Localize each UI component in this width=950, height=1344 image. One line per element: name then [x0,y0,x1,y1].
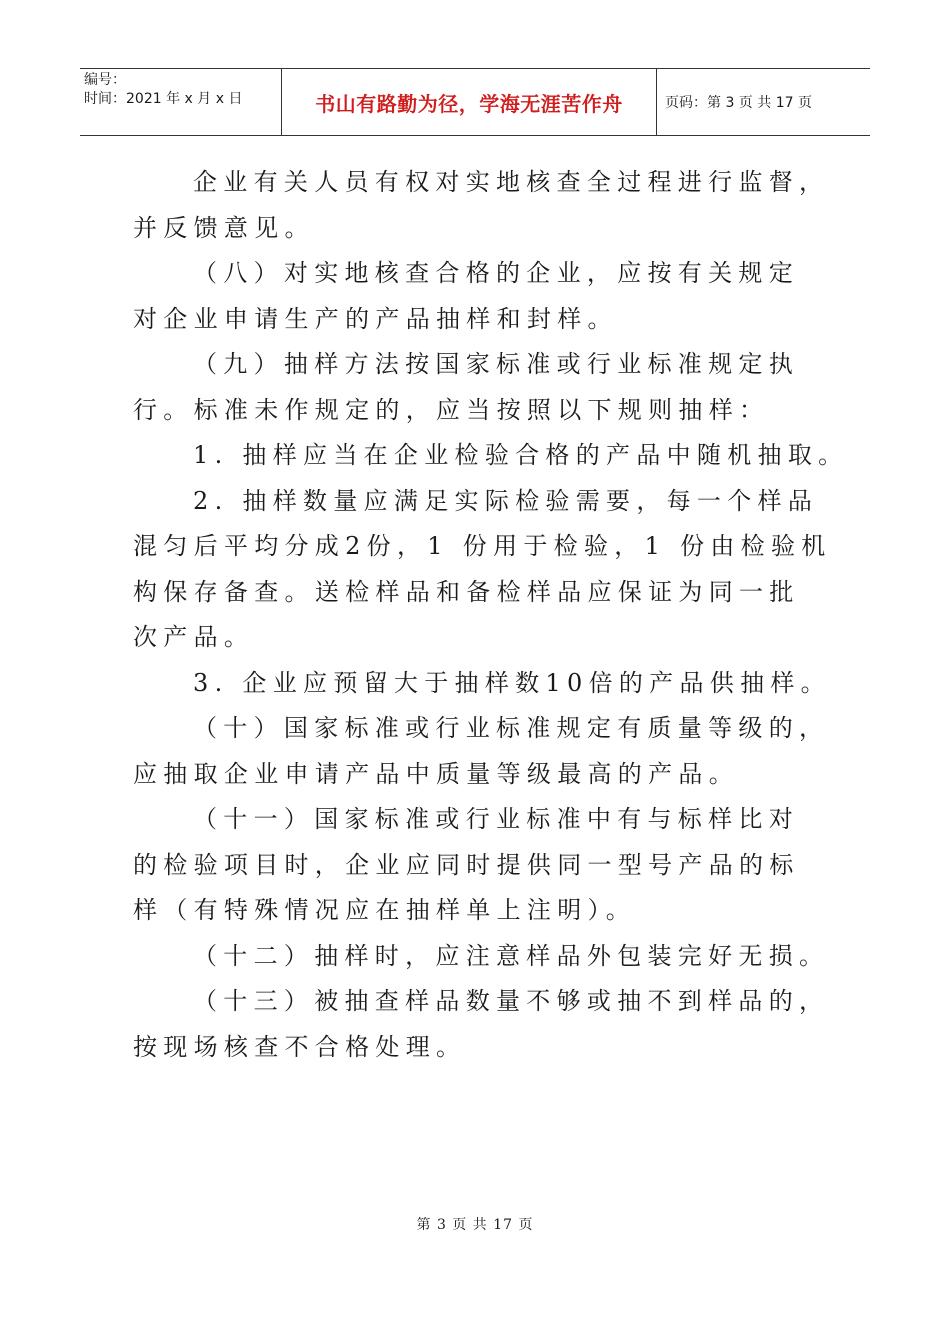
body-text-line: 并反馈意见。 [133,213,315,242]
body-text-line: （九）抽样方法按国家标准或行业标准规定执 [193,350,799,378]
body-text-line: （十一）国家标准或行业标准中有与标样比对 [193,805,799,833]
body-text-line: （十三）被抽查样品数量不够或抽不到样品的， [193,987,830,1015]
body-text-line: 混匀后平均分成2份，1 份用于检验，1 份由检验机 [133,532,832,560]
document-date: 时间：2021 年 x 月 x 日 [84,91,243,107]
body-text-line: 行。标准未作规定的，应当按照以下规则抽样： [133,395,770,424]
header-motto: 书山有路勤为径，学海无涯苦作舟 [282,69,657,135]
body-text-line: 按现场核查不合格处理。 [133,1032,467,1061]
body-text-line: 构保存备查。送检样品和备检样品应保证为同一批 [133,577,800,606]
document-number-label: 编号： [84,72,126,88]
body-text-line: 2. 抽样数量应满足实际检验需要，每一个样品 [193,486,819,515]
body-text-line: 次产品。 [133,623,255,651]
document-body [133,160,849,1070]
page-footer: 第 3 页 共 17 页 [416,1217,534,1233]
body-text-line: 1. 抽样应当在企业检验合格的产品中随机抽取。 [193,441,849,469]
body-text-line: 企业有关人员有权对实地核查全过程进行监督， [193,168,830,196]
page-header [80,68,870,136]
header-page-info: 页码：第 3 页 共 17 页 [665,95,812,111]
body-text-line: （十）国家标准或行业标准规定有质量等级的， [193,714,830,742]
body-text-line: （八）对实地核查合格的企业，应按有关规定 [193,259,799,287]
header-meta-cell [80,69,282,135]
body-text-line: 3. 企业应预留大于抽样数10倍的产品供抽样。 [193,668,831,697]
body-text-line: 应抽取企业申请产品中质量等级最高的产品。 [133,759,739,788]
body-text-line: 的检验项目时，企业应同时提供同一型号产品的标 [133,850,800,879]
body-text-line: 样（有特殊情况应在抽样单上注明）。 [133,896,637,924]
body-text-line: 对企业申请生产的产品抽样和封样。 [133,304,618,333]
body-text-line: （十二）抽样时，应注意样品外包装完好无损。 [193,941,830,970]
